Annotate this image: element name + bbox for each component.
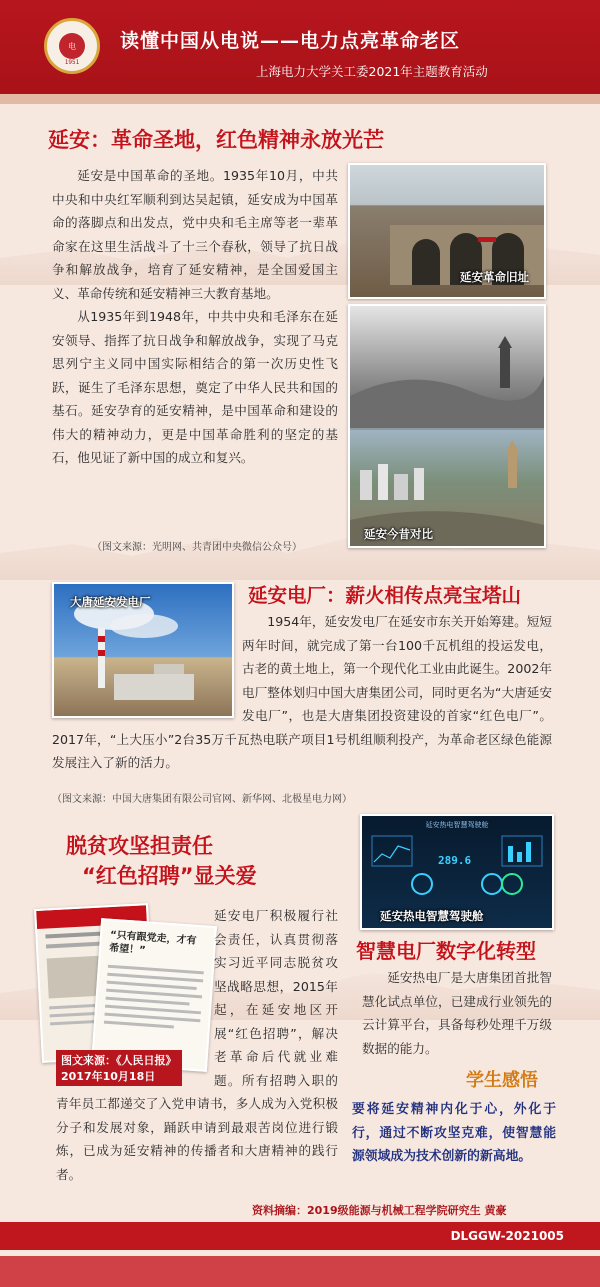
paragraph: 延安是中国革命的圣地。1935年10月，中共中央和中央红军顺利到达吴起镇，延安成为中国革命的落脚点和出发点，党中央和毛主席等老一辈革命家在这里生活战斗了十三个春秋，领导了抗日战争和解放战争，培育了延安精神，是全国爱国主义、革命传统和延安精神三大教育基地。 xyxy=(52,168,338,301)
logo-year: 1951 xyxy=(64,59,80,66)
image-source-line: 图文来源：《人民日报》 xyxy=(61,1054,177,1067)
page-subtitle: 上海电力大学关工委2021年主题教育活动 xyxy=(256,64,488,79)
section-body-smart-plant xyxy=(362,966,552,1060)
section-title-power-plant: 延安电厂：薪火相传点亮宝塔山 xyxy=(248,584,522,607)
text-wrap-spacer xyxy=(52,610,242,718)
section-body-yanan xyxy=(52,164,338,470)
screen-title: 延安热电智慧驾驶舱 xyxy=(425,821,489,829)
header-divider xyxy=(0,94,600,104)
image-source-caption: （图文来源：光明网、共青团中央微信公众号） xyxy=(92,542,302,553)
pagoda-old-illustration xyxy=(350,306,544,428)
text-wrap-spacer xyxy=(56,904,214,1088)
page-title: 读懂中国从电说——电力点亮革命老区 xyxy=(120,30,461,52)
paragraph: 从1935年到1948年，中共中央和毛泽东在延安领导、指挥了抗日战争和解放战争，实现了马克思列宁主义同中国实际相结合的第一次历史性飞跃，诞生了毛泽东思想，奠定了中华人民共和国的基石。延安孕育的延安精神，是中国革命和建设的伟大的精神动力，更是中国革命胜利的坚定的基石，他见证了新中国的成立和复兴。 xyxy=(52,309,338,465)
historic-photo xyxy=(350,306,544,428)
image-source-date: 2017年10月18日 xyxy=(61,1070,156,1083)
photo-smart-cockpit xyxy=(360,814,554,930)
paragraph: 延安热电厂是大唐集团首批智慧化试点单位，已建成行业领先的云计算平台，具备每秒处理千万级数据的能力。 xyxy=(362,970,552,1056)
paragraph: 1954年，延安发电厂在延安市东关开始筹建。短短两年时间，就完成了第一台100千瓦机组的投运发电，古老的黄土地上，第一个现代化工业由此诞生。2002年电厂整体划归中国大唐集团公司，同时更名为“大唐延安发电厂”，也是大唐集团投资建设的首家“红色电厂”。2017年，“上大压小”2台35万千瓦热电联产项目1号机组顺利投产，为革命老区绿色能源发展注入了新的活力。 xyxy=(52,614,552,770)
section-title-smart-plant: 智慧电厂数字化转型 xyxy=(356,939,536,963)
paragraph: 要将延安精神内化于心，外化于行，通过不断攻坚克难，使智慧能源领域成为技术创新的新高地。 xyxy=(352,1102,556,1164)
section-body-power-plant xyxy=(52,610,552,775)
photo-label: 延安今昔对比 xyxy=(364,527,433,541)
section-body-reflection xyxy=(352,1098,556,1169)
logo-emblem: 电 xyxy=(59,33,85,59)
photo-label: 延安革命旧址 xyxy=(460,270,529,284)
section-body-poverty xyxy=(56,904,338,1186)
section-title-reflection: 学生感悟 xyxy=(466,1070,538,1091)
section-title-yanan: 延安：革命圣地，红色精神永放光芒 xyxy=(48,128,384,152)
credit-line: 资料摘编：2019级能源与机械工程学院研究生 黄豪 xyxy=(252,1204,507,1217)
news-headline: “只有跟党走，才有希望！” xyxy=(108,929,197,957)
photo-label: 延安热电智慧驾驶舱 xyxy=(380,909,484,923)
header-banner xyxy=(0,0,600,94)
footer-base xyxy=(0,1256,600,1287)
section-subtitle-poverty: “红色招聘”显关爱 xyxy=(82,864,257,888)
image-source-caption: （图文来源：中国大唐集团有限公司官网、新华网、北极星电力网） xyxy=(52,794,352,805)
paragraph: 延安电厂积极履行社会责任，认真贯彻落实习近平同志脱贫攻坚战略思想，2015年起，在延安地区开展“红色招聘”，解决老革命后代就业难题。所有招聘入职的青年员工都递交了入党申请书，多人成为入党积极分子和发展对象，踊跃申请到最艰苦岗位进行锻炼，已成为延安精神的传播者和大唐精神的践行者。 xyxy=(56,908,338,1182)
screen-value: 289.6 xyxy=(438,854,472,867)
university-logo xyxy=(44,18,100,74)
photo-revolutionary-site xyxy=(348,163,546,299)
section-title-poverty: 脱贫攻坚担责任 xyxy=(66,834,213,858)
document-code: DLGGW-2021005 xyxy=(450,1229,564,1243)
photo-then-and-now xyxy=(348,304,546,548)
photo-label: 大唐延安发电厂 xyxy=(70,595,151,609)
